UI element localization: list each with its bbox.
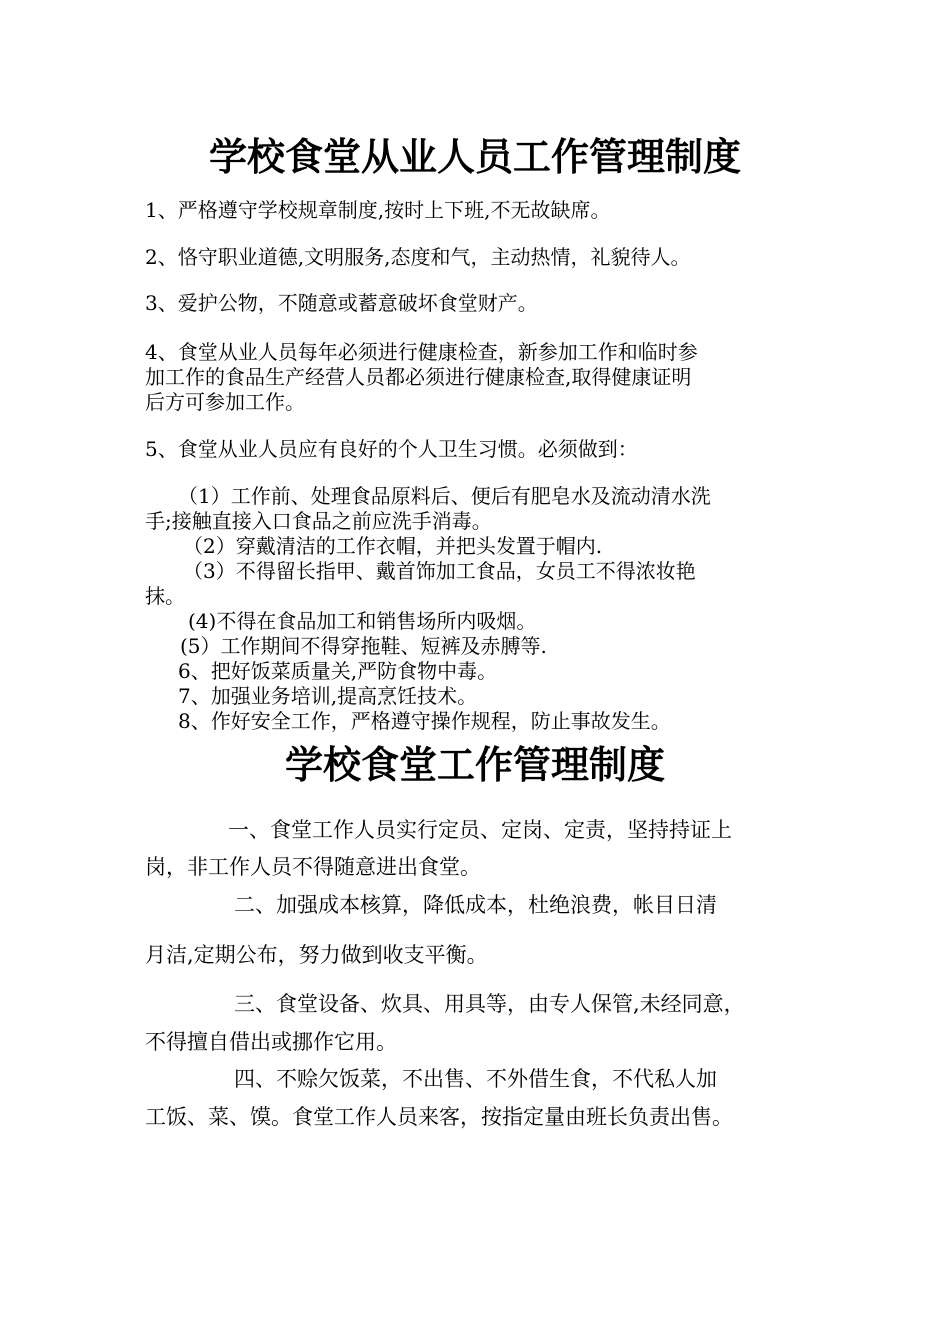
rule-line: 5、食堂从业人员应有良好的个人卫生习惯。必须做到： xyxy=(145,437,638,461)
rule-line: 加工作的食品生产经营人员都必须进行健康检查,取得健康证明 xyxy=(145,365,692,389)
rule-line: 3、爱护公物，不随意或蓄意破坏食堂财产。 xyxy=(145,291,538,315)
rule-subline: （1）工作前、处理食品原料后、便后有肥皂水及流动清水洗 xyxy=(178,484,711,508)
rule-line: 月洁,定期公布，努力做到收支平衡。 xyxy=(145,943,488,967)
rule-line: 二、加强成本核算，降低成本，杜绝浪费，帐目日清 xyxy=(234,893,717,917)
rule-line: 8、作好安全工作，严格遵守操作规程，防止事故发生。 xyxy=(178,709,671,733)
rule-line: 后方可参加工作。 xyxy=(145,390,305,414)
rule-subline: (4)不得在食品加工和销售场所内吸烟。 xyxy=(188,609,537,633)
rule-line: 三、食堂设备、炊具、用具等，由专人保管,未经同意， xyxy=(234,992,745,1016)
rule-line: 一、食堂工作人员实行定员、定岗、定责，坚持持证上 xyxy=(228,818,732,842)
rule-subline: 抹。 xyxy=(145,584,185,608)
rule-subline: （2）穿戴清洁的工作衣帽，并把头发置于帽内. xyxy=(183,534,603,558)
section2-title: 学校食堂工作管理制度 xyxy=(284,743,665,787)
section1-title: 学校食堂从业人员工作管理制度 xyxy=(208,135,741,179)
rule-subline: (5）工作期间不得穿拖鞋、短裤及赤膊等. xyxy=(180,634,547,658)
rule-line: 2、恪守职业道德,文明服务,态度和气，主动热情，礼貌待人。 xyxy=(145,245,691,269)
rule-subline: 手;接触直接入口食品之前应洗手消毒。 xyxy=(145,509,492,533)
rule-line: 不得擅自借出或挪作它用。 xyxy=(145,1030,397,1054)
rule-subline: （3）不得留长指甲、戴首饰加工食品，女员工不得浓妆艳 xyxy=(183,559,696,583)
rule-line: 4、食堂从业人员每年必须进行健康检查，新参加工作和临时参 xyxy=(145,340,698,364)
rule-line: 岗，非工作人员不得随意进出食堂。 xyxy=(145,855,481,879)
rule-line: 1、严格遵守学校规章制度,按时上下班,不无故缺席。 xyxy=(145,198,611,222)
rule-line: 四、不赊欠饭菜，不出售、不外借生食，不代私人加 xyxy=(234,1067,717,1091)
rule-line: 工饭、菜、馍。食堂工作人员来客，按指定量由班长负责出售。 xyxy=(145,1105,733,1129)
rule-line: 6、把好饭菜质量关,严防食物中毒。 xyxy=(178,659,498,683)
rule-line: 7、加强业务培训,提高烹饪技术。 xyxy=(178,684,478,708)
